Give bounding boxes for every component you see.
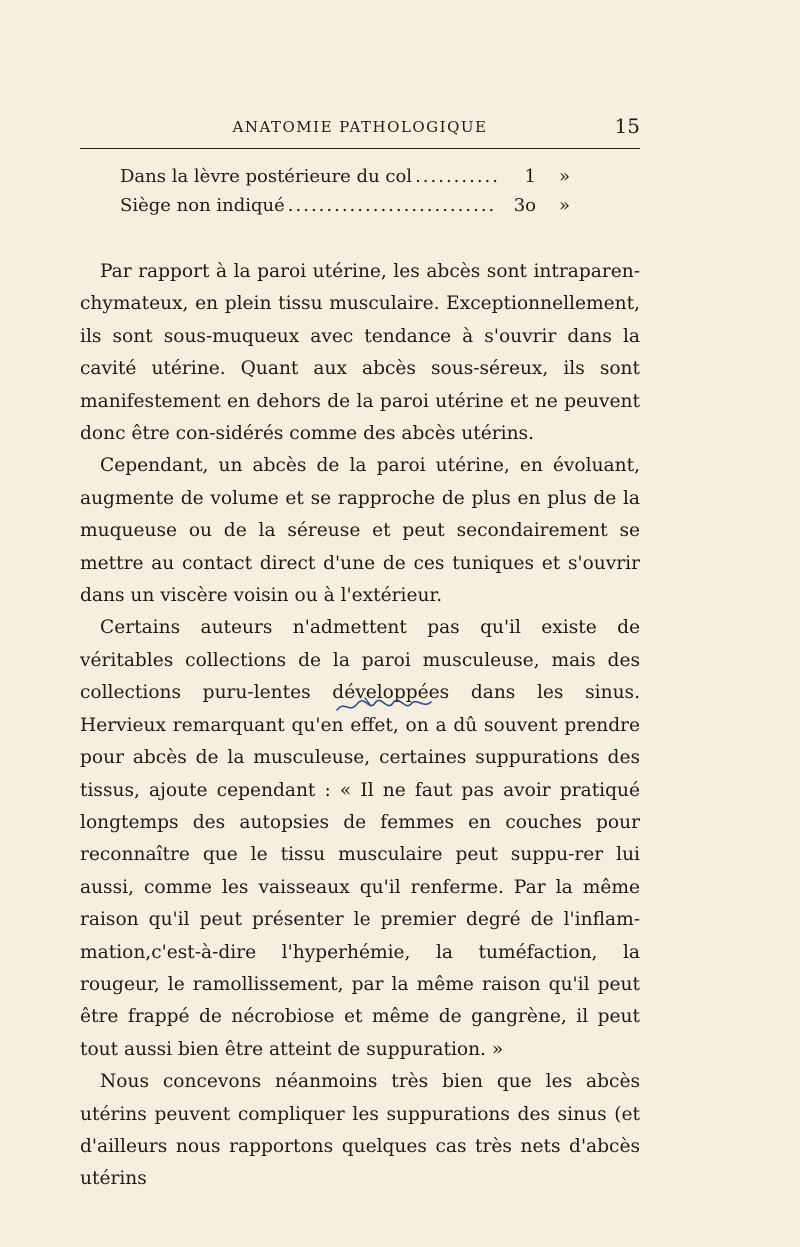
leader-dots	[288, 195, 497, 216]
stat-count: 3o	[513, 195, 536, 216]
body-text	[80, 256, 640, 1196]
statistics-list	[120, 166, 570, 224]
paragraph: Nous concevons néanmoins très bien que les abcès utérins peuvent compliquer les suppurations des sinus (et d'ailleurs nous rapportons quelques cas très nets d'abcès utérins	[80, 1071, 640, 1190]
stat-row	[120, 166, 570, 195]
leader-dots	[415, 166, 497, 187]
paragraph: Certains auteurs n'admettent pas qu'il existe de véritables collections de la paroi musculeuse, mais des collections puru-lentes développées dans les sinus. Hervieux remarquant qu'en effet, on a dû souvent prendre pour abcès de la musculeuse, certaines suppurations des tissus, ajoute cependant : « Il ne faut pas avoir pratiqué longtemps des autopsies de femmes en couches pour reconnaître que le tissu musculaire peut suppu-rer lui aussi, comme les vaisseaux qu'il renferme. Par la même raison qu'il peut présenter le premier degré de l'inflam-mation,c'est-à-dire l'hyperhémie, la tuméfaction, la rougeur, le ramollissement, par la même raison qu'il peut être frappé de nécrobiose et même de gangrène, il peut tout aussi bien être atteint de suppuration. »	[80, 617, 640, 1060]
stat-mark: »	[558, 195, 570, 216]
header-rule	[80, 148, 640, 149]
paragraph: Par rapport à la paroi utérine, les abcès sont intraparen-chymateux, en plein tissu musculaire. Exceptionnellement, ils sont sous-muqueux avec tendance à s'ouvrir dans la cavité utérine. Quant aux abcès sous-séreux, ils sont manifestement en dehors de la paroi utérine et ne peuvent donc être con-sidérés comme des abcès utérins.	[80, 261, 640, 445]
running-title: ANATOMIE PATHOLOGIQUE	[232, 118, 488, 136]
stat-mark: »	[558, 166, 570, 187]
stat-count: 1	[524, 166, 536, 187]
handwritten-annotation-scribble	[335, 694, 435, 716]
stat-label: Dans la lèvre postérieure du col	[120, 166, 413, 187]
paragraph: Cependant, un abcès de la paroi utérine, en évoluant, augmente de volume et se rapproche de plus en plus de la muqueuse ou de la séreuse et peut secondairement se mettre au contact direct d'une de ces tuniques et s'ouvrir dans un viscère voisin ou à l'extérieur.	[80, 455, 640, 607]
stat-row	[120, 195, 570, 224]
stat-label: Siège non indiqué	[120, 195, 285, 216]
page-header	[80, 112, 640, 146]
page-number: 15	[614, 114, 640, 138]
